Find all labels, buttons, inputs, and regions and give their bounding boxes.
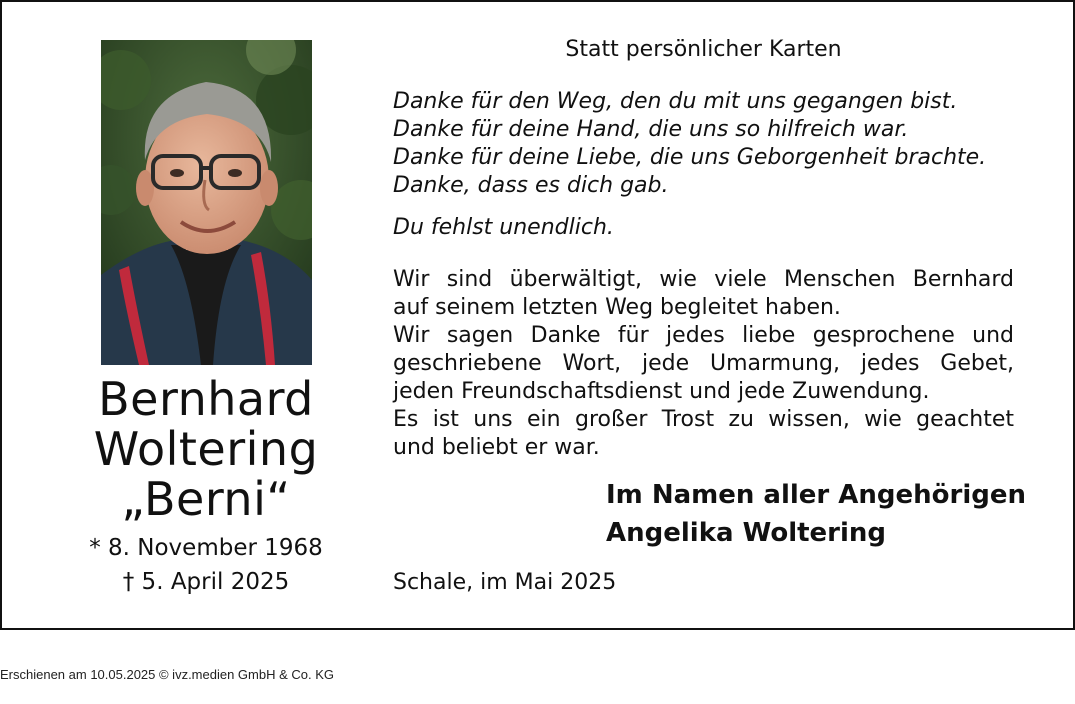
signature — [606, 476, 1026, 552]
card-heading: Statt persönlicher Karten — [565, 37, 842, 62]
portrait-photo — [101, 40, 312, 365]
message-line: geschriebene Wort, jede Umarmung, jedes Gebet, — [393, 351, 1014, 376]
place-date: Schale, im Mai 2025 — [393, 570, 617, 595]
name-last: Woltering — [93, 422, 319, 476]
message-line: Es ist uns ein großer Trost zu wissen, wie geachtet — [393, 407, 1014, 432]
poem-line: Danke für deine Hand, die uns so hilfreich war. — [393, 117, 909, 142]
poem-line: Danke für den Weg, den du mit uns gegangen bist. — [393, 89, 958, 114]
message-line: und beliebt er war. — [393, 435, 600, 460]
name-nickname: „Berni“ — [121, 472, 291, 526]
signature-line-1: Im Namen aller Angehörigen — [606, 480, 1027, 510]
birth-date: * 8. November 1968 — [89, 535, 323, 561]
poem — [393, 88, 1033, 200]
life-dates — [50, 531, 362, 599]
publication-footer: Erschienen am 10.05.2025 © ivz.medien GmbH & Co. KG — [0, 667, 335, 682]
signature-line-2: Angelika Woltering — [606, 518, 887, 548]
message-line: auf seinem letzten Weg begleitet haben. — [393, 295, 841, 320]
thank-you-message — [393, 266, 1014, 462]
poem-line: Danke, dass es dich gab. — [393, 173, 669, 198]
death-date: † 5. April 2025 — [122, 569, 290, 595]
deceased-name — [50, 374, 362, 524]
message-line: Wir sind überwältigt, wie viele Menschen Bernhard — [393, 267, 1014, 292]
name-first: Bernhard — [98, 372, 314, 426]
message-line: Wir sagen Danke für jedes liebe gesprochene und — [393, 323, 1014, 348]
poem-closing: Du fehlst unendlich. — [393, 215, 614, 240]
portrait-photo-illustration — [101, 40, 312, 365]
message-line: jeden Freundschaftsdienst und jede Zuwendung. — [393, 379, 930, 404]
poem-line: Danke für deine Liebe, die uns Geborgenheit brachte. — [393, 145, 987, 170]
